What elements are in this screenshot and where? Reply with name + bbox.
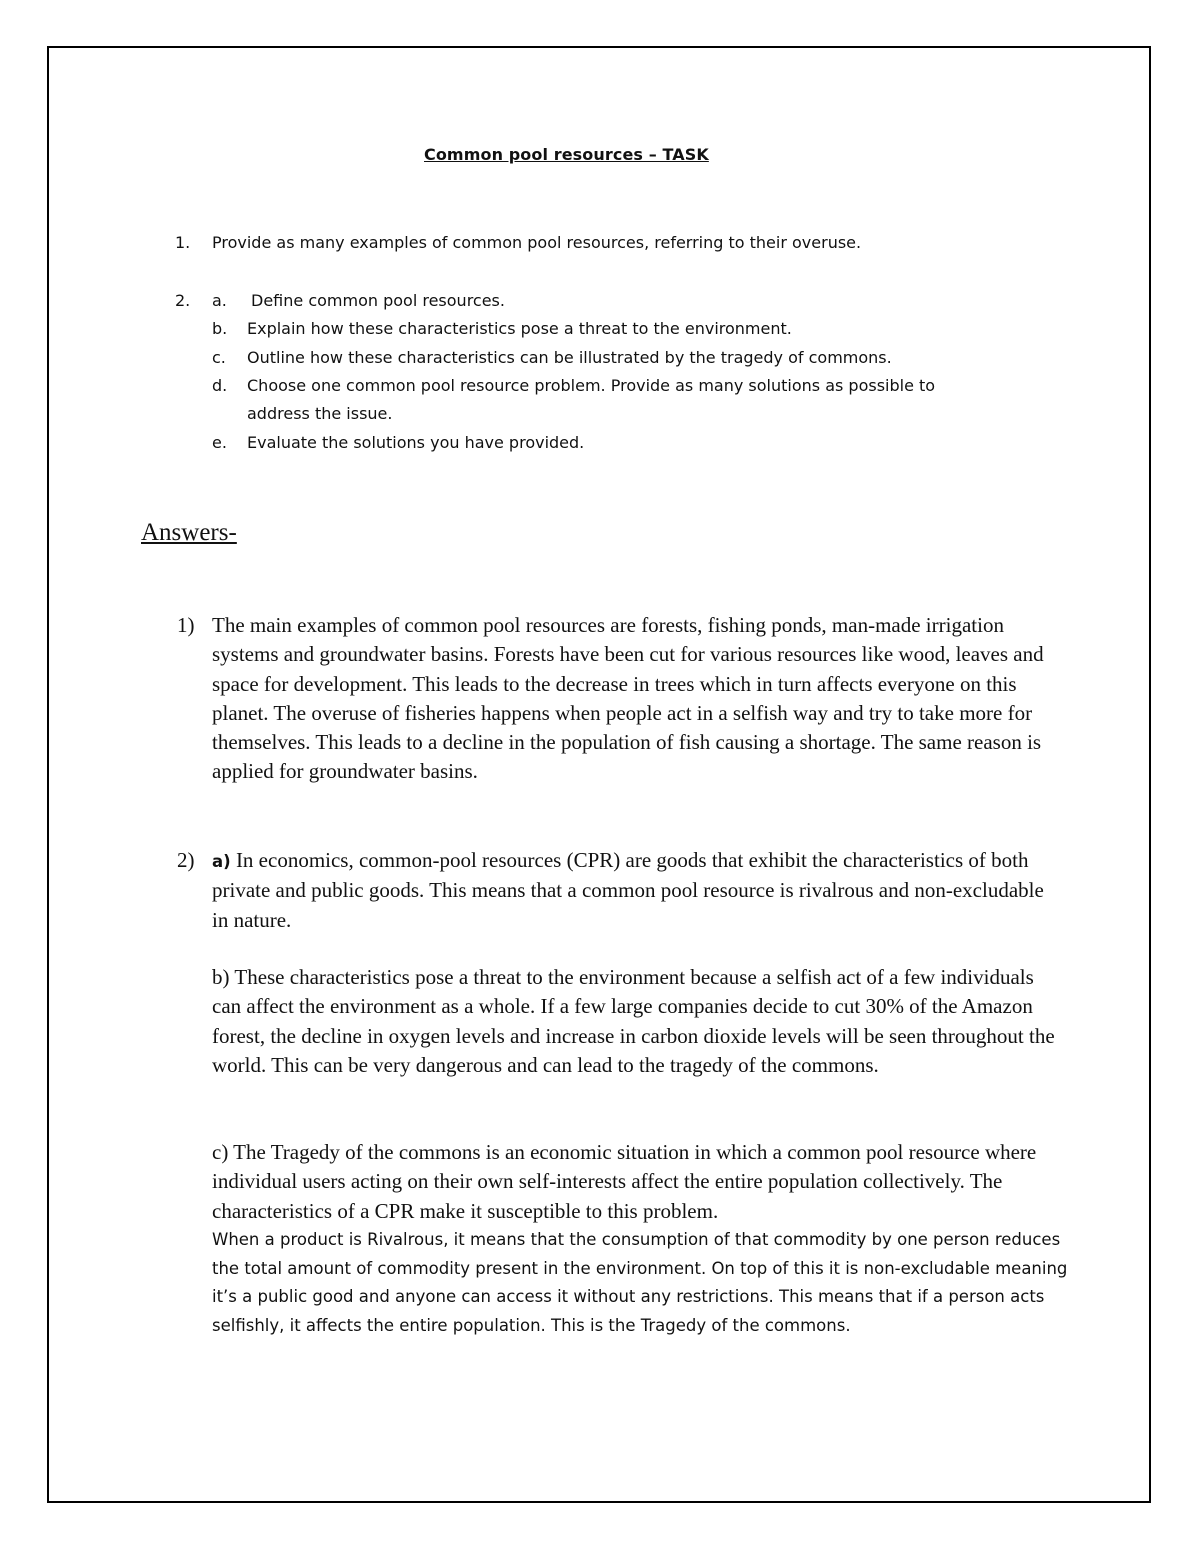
answer-2a-paragraph [212, 846, 1062, 935]
answer-2c-continuation: When a product is Rivalrous, it means that the consumption of that commodity by one person reduces the total amount of commodity present in the environment. On top of this it is non-excludable meaning it’s a public good and anyone can access it without any restrictions. This means that if a person acts selfishly, it affects the entire population. This is the Tragedy of the commons. [212, 1230, 1068, 1335]
answers-heading: Answers- [141, 519, 237, 546]
question-2c-text: Outline how these characteristics can be illustrated by the tragedy of commons. [247, 348, 892, 367]
answer-2b-text: b) These characteristics pose a threat to the environment because a selfish act of a few individuals can affect the environment as a whole. If a few large companies decide to cut 30% of the Amazon forest, the decline in oxygen levels and increase in carbon dioxide levels will be seen throughout the world. This can be very dangerous and can lead to the tragedy of the commons. [212, 965, 1055, 1077]
question-2b-letter: b. [212, 319, 228, 338]
answer-2a-text: In economics, common-pool resources (CPR) are goods that exhibit the characteristics of both private and public goods. This means that a common pool resource is rivalrous and non-excludable in nature. [212, 848, 1044, 932]
page-title: Common pool resources – TASK [424, 145, 709, 164]
question-2e-letter: e. [212, 433, 227, 452]
answer-2c-text: c) The Tragedy of the commons is an economic situation in which a common pool resource where individual users acting on their own self-interests affect the entire population collectively. The characteristics of a CPR make it susceptible to this problem. [212, 1140, 1037, 1223]
question-1-number: 1. [175, 233, 191, 252]
answer-1-number: 1) [177, 613, 195, 637]
question-1-text: Provide as many examples of common pool resources, referring to their overuse. [212, 233, 862, 252]
question-2d-continuation: address the issue. [247, 404, 393, 423]
question-2d-text: Choose one common pool resource problem. Provide as many solutions as possible to [247, 376, 936, 395]
answer-1-text: The main examples of common pool resources are forests, fishing ponds, man-made irrigation systems and groundwater basins. Forests have been cut for various resources like wood, leaves and space for development. This leads to the decrease in trees which in turn affects everyone on this planet. The overuse of fisheries happens when people act in a selfish way and try to take more for themselves. This leads to a decline in the population of fish causing a shortage. The same reason is applied for groundwater basins. [212, 613, 1044, 784]
question-2a-letter: a. [212, 291, 227, 310]
question-2d-letter: d. [212, 376, 228, 395]
question-2c-letter: c. [212, 348, 226, 367]
question-2e-text: Evaluate the solutions you have provided. [247, 433, 585, 452]
question-2a-text: Define common pool resources. [251, 291, 505, 310]
question-2-number: 2. [175, 291, 191, 310]
answer-2-number: 2) [177, 848, 195, 872]
answer-2a-label: a) [212, 852, 231, 871]
question-2b-text: Explain how these characteristics pose a threat to the environment. [247, 319, 792, 338]
